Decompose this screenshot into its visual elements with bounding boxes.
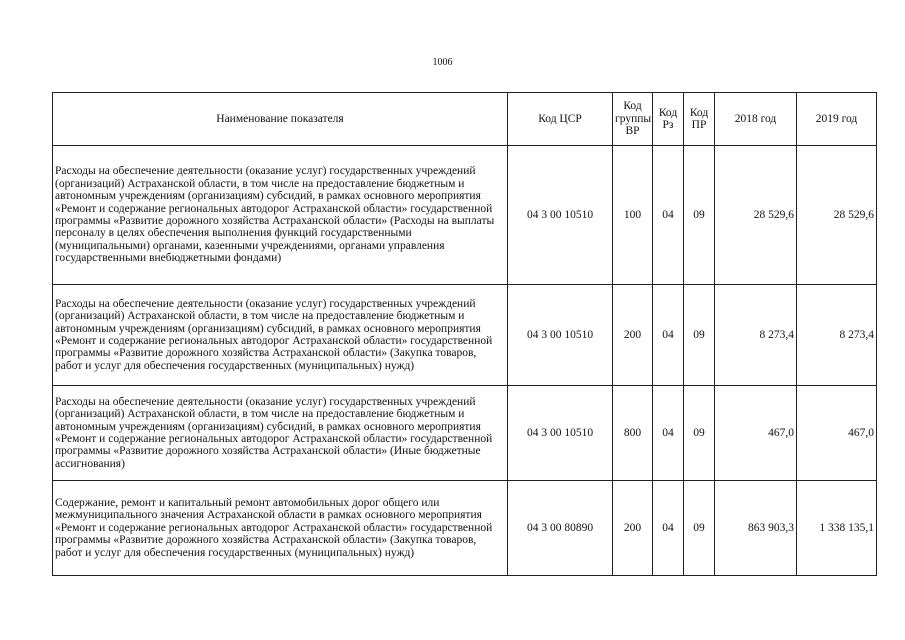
table-row [53,386,877,481]
pr-code-cell: 09 [684,481,715,576]
indicator-name-cell: Расходы на обеспечение деятельности (оказание услуг) государственных учреждений (организаций) Астраханской области, в том числе на предоставление бюджетным и автономным учреждениям (организациям) субсидий, в рамках основного мероприятия «Ремонт и содержание региональных автодорог Астраханской области» государственной программы «Развитие дорожного хозяйства Астраханской области» (Закупка товаров, работ и услуг для обеспечения государственных (муниципальных) нужд) [53,285,508,386]
csr-code-cell: 04 3 00 10510 [508,285,613,386]
csr-code-cell: 04 3 00 10510 [508,386,613,481]
header-year-2019: 2019 год [797,93,877,146]
header-indicator-name: Наименование показателя [53,93,508,146]
header-pr-code: Код ПР [684,93,715,146]
amount-2018-cell: 28 529,6 [715,146,797,285]
amount-2019-cell: 28 529,6 [797,146,877,285]
amount-2018-cell: 467,0 [715,386,797,481]
pr-code-cell: 09 [684,285,715,386]
table-row [53,146,877,285]
header-rz-code: Код Рз [653,93,684,146]
vr-code-cell: 200 [613,285,653,386]
indicator-name-cell: Расходы на обеспечение деятельности (оказание услуг) государственных учреждений (организаций) Астраханской области, в том числе на предоставление бюджетным и автономным учреждениям (организациям) субсидий, в рамках основного мероприятия «Ремонт и содержание региональных автодорог Астраханской области» государственной программы «Развитие дорожного хозяйства Астраханской области» (Иные бюджетные ассигнования) [53,386,508,481]
amount-2019-cell: 467,0 [797,386,877,481]
indicator-name-cell: Содержание, ремонт и капитальный ремонт автомобильных дорог общего или межмуниципального значения Астраханской области в рамках основного мероприятия «Ремонт и содержание региональных автодорог Астраханской области» государственной программы «Развитие дорожного хозяйства Астраханской области» (Закупка товаров, работ и услуг для обеспечения государственных (муниципальных) нужд) [53,481,508,576]
table-header-row [53,93,877,146]
rz-code-cell: 04 [653,146,684,285]
amount-2019-cell: 8 273,4 [797,285,877,386]
amount-2018-cell: 863 903,3 [715,481,797,576]
table-row [53,285,877,386]
csr-code-cell: 04 3 00 80890 [508,481,613,576]
header-csr-code: Код ЦСР [508,93,613,146]
csr-code-cell: 04 3 00 10510 [508,146,613,285]
pr-code-cell: 09 [684,386,715,481]
indicator-name-cell: Расходы на обеспечение деятельности (оказание услуг) государственных учреждений (организаций) Астраханской области, в том числе на предоставление бюджетным и автономным учреждениям (организациям) субсидий, в рамках основного мероприятия «Ремонт и содержание региональных автодорог Астраханской области» государственной программы «Развитие дорожного хозяйства Астраханской области» (Расходы на выплаты персоналу в целях обеспечения выполнения функций государственными (муниципальными) органами, казенными учреждениями, органами управления государственными внебюджетными фондами) [53,146,508,285]
rz-code-cell: 04 [653,285,684,386]
header-vr-code: Код группы ВР [613,93,653,146]
amount-2018-cell: 8 273,4 [715,285,797,386]
vr-code-cell: 200 [613,481,653,576]
vr-code-cell: 100 [613,146,653,285]
budget-table [52,92,877,576]
amount-2019-cell: 1 338 135,1 [797,481,877,576]
page-number: 1006 [432,57,453,68]
pr-code-cell: 09 [684,146,715,285]
table-row [53,481,877,576]
vr-code-cell: 800 [613,386,653,481]
rz-code-cell: 04 [653,386,684,481]
rz-code-cell: 04 [653,481,684,576]
header-year-2018: 2018 год [715,93,797,146]
